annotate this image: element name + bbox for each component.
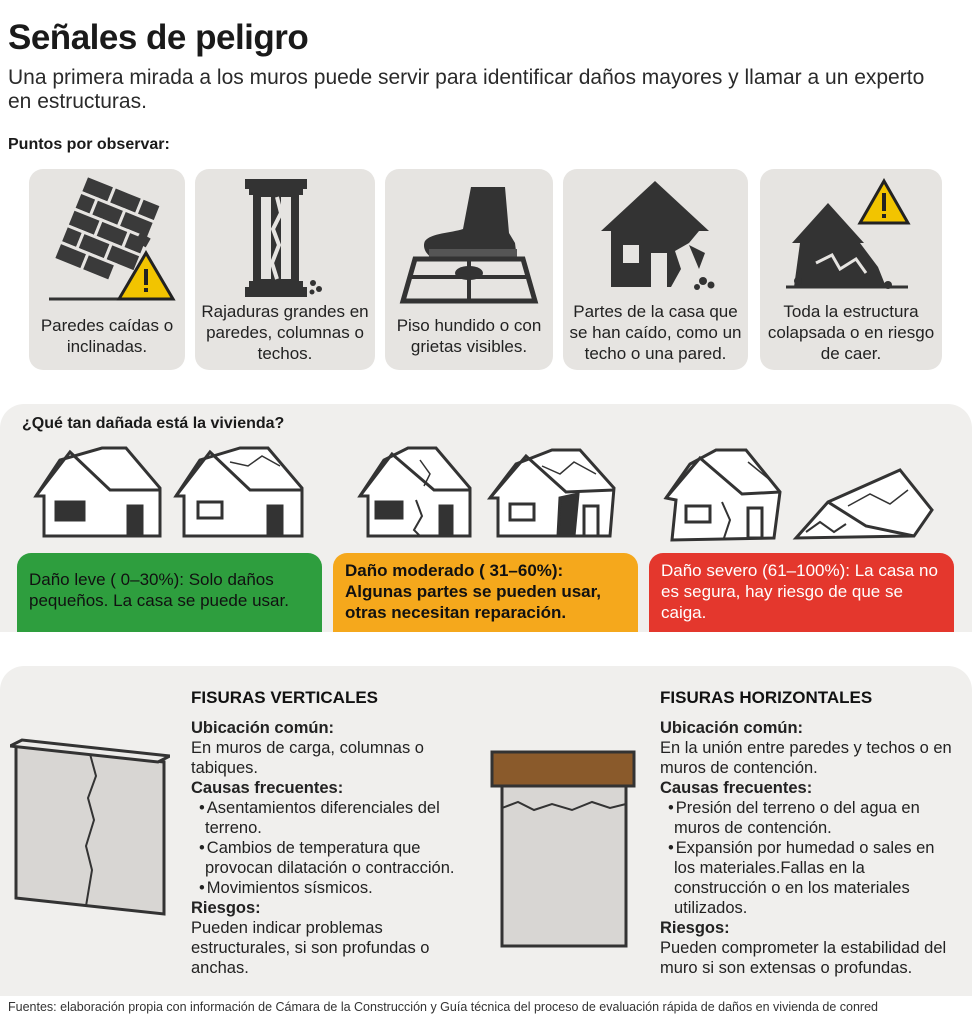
vertical-fissure-wall-icon xyxy=(10,736,170,916)
sources-note: Fuentes: elaboración propia con información de Cámara de la Construcción y Guía técnica del proceso de evaluación rápida de daños en vivienda de conred xyxy=(8,1000,878,1014)
horizontal-cause: • Presión del terreno o del agua en muros de contención. xyxy=(668,798,960,838)
house-tilted-icon xyxy=(666,450,780,540)
horizontal-cause: • Expansión por humedad o sales en los materiales.Fallas en la construcción o en los materiales utilizados. xyxy=(668,838,960,918)
damage-question: ¿Qué tan dañada está la vivienda? xyxy=(22,415,285,432)
vertical-cause: • Asentamientos diferenciales del terreno. xyxy=(199,798,481,838)
falling-wall-warning-icon xyxy=(29,173,185,308)
vertical-location: En muros de carga, columnas o tabiques. xyxy=(191,739,424,777)
house-collapsed-icon xyxy=(796,470,932,538)
vertical-cause: • Movimientos sísmicos. xyxy=(199,878,481,898)
boot-cracked-floor-icon xyxy=(385,173,553,308)
card-caption: Toda la estructura colapsada o en riesgo de caer. xyxy=(767,302,935,363)
house-cracked-icon xyxy=(176,448,302,536)
vertical-title: FISURAS VERTICALES xyxy=(191,688,379,707)
house-moderate-icon xyxy=(360,448,470,536)
points-label: Puntos por observar: xyxy=(8,136,170,153)
card-fallen-parts xyxy=(563,169,748,370)
damage-level-light: Daño leve ( 0–30%): Solo daños pequeños. La casa se puede usar. xyxy=(17,553,322,632)
damage-houses-illustration xyxy=(0,440,972,548)
damage-level-severe: Daño severo (61–100%): La casa no es segura, hay riesgo de que se caiga. xyxy=(649,553,954,632)
card-sunken-floor xyxy=(385,169,553,370)
horizontal-location: En la unión entre paredes y techos o en muros de contención. xyxy=(660,739,952,777)
cracked-column-icon xyxy=(195,173,375,308)
horizontal-location-label: Ubicación común: xyxy=(660,719,804,737)
horizontal-causes-label: Causas frecuentes: xyxy=(660,779,813,797)
card-falling-walls xyxy=(29,169,185,370)
card-cracked-structures xyxy=(195,169,375,370)
card-caption: Paredes caídas o inclinadas. xyxy=(40,316,174,356)
horizontal-risks-label: Riesgos: xyxy=(660,919,730,937)
horizontal-fissures-column xyxy=(660,688,960,978)
vertical-cause: • Cambios de temperatura que provocan dilatación o contracción. xyxy=(199,838,481,878)
vertical-fissures-column xyxy=(191,688,481,978)
house-intact-icon xyxy=(36,448,160,536)
house-fallen-parts-icon xyxy=(563,173,748,308)
horizontal-title: FISURAS HORIZONTALES xyxy=(660,688,873,707)
card-caption: Rajaduras grandes en paredes, columnas o techos. xyxy=(201,302,369,363)
card-caption: Partes de la casa que se han caído, como un techo o una pared. xyxy=(569,302,742,363)
card-collapsed xyxy=(760,169,942,370)
damage-level-moderate: Daño moderado ( 31–60%): Algunas partes se pueden usar, otras necesitan reparación. xyxy=(333,553,638,632)
page-subtitle: Una primera mirada a los muros puede servir para identificar daños mayores y llamar a un experto en estructuras. xyxy=(8,66,925,113)
card-caption: Piso hundido o con grietas visibles. xyxy=(396,316,542,356)
vertical-location-label: Ubicación común: xyxy=(191,719,335,737)
vertical-causes-label: Causas frecuentes: xyxy=(191,779,344,797)
vertical-risks: Pueden indicar problemas estructurales, si son profundas o anchas. xyxy=(191,919,430,977)
vertical-risks-label: Riesgos: xyxy=(191,899,261,917)
house-moderate-cracked-icon xyxy=(490,450,614,536)
page-title: Señales de peligro xyxy=(8,18,309,57)
collapsed-house-warning-icon xyxy=(760,173,942,308)
horizontal-risks: Pueden comprometer la estabilidad del muro si son extensas o profundas. xyxy=(660,939,947,977)
horizontal-fissure-wall-icon xyxy=(488,748,638,948)
